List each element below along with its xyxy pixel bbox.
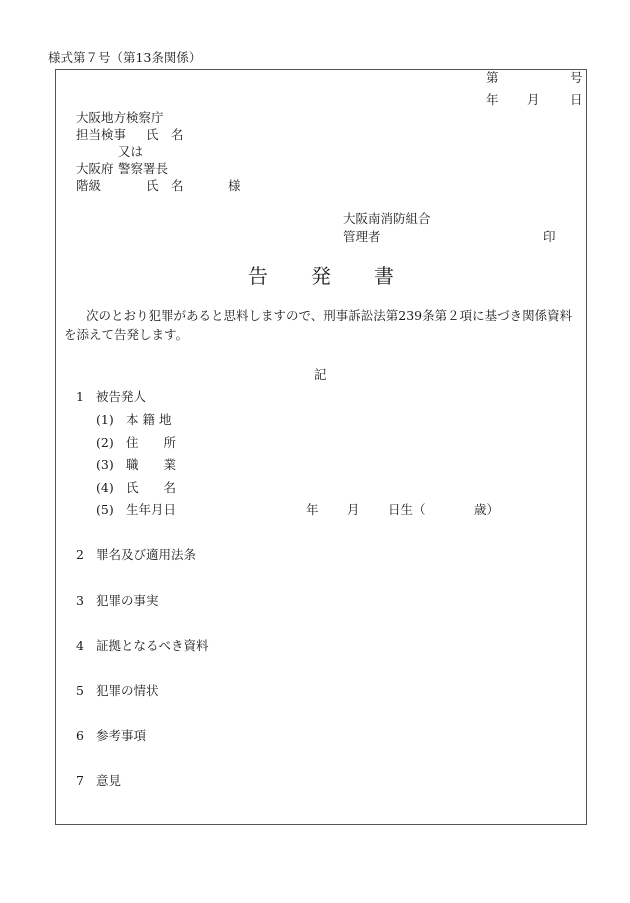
section-1-number: 1 [76,389,84,404]
birth-month-label: 月 [347,502,360,517]
section-2-number: 2 [76,547,84,562]
title-char-3: 書 [374,264,394,288]
date-month: 月 [527,92,540,107]
section-5-label: 犯罪の情状 [96,683,159,698]
title-char-2: 発 [311,264,331,288]
item-5-label: 生年月日 [126,502,177,517]
sender-organization: 大阪南消防組合 [343,211,431,226]
section-4-label: 証拠となるべき資料 [96,638,209,653]
section-2-label: 罪名及び適用法条 [96,547,197,562]
form-label: 様式第７号（第13条関係） [48,50,202,65]
item-5-number: (5) [96,502,114,517]
item-1-number: (1) [96,412,114,427]
item-3-number: (3) [96,457,114,472]
addressee-name: 氏 名 [146,178,184,193]
number-prefix: 第 [486,70,499,85]
section-5-number: 5 [76,683,84,698]
addressee-honorific: 様 [228,178,241,193]
addressee-or: 又は [118,144,144,159]
section-7-number: 7 [76,773,84,788]
section-4-number: 4 [76,638,84,653]
item-4-number: (4) [96,480,114,495]
number-suffix: 号 [570,70,583,85]
sender-seal: 印 [543,229,556,244]
item-2-label: 住 所 [126,435,177,450]
section-3-number: 3 [76,593,84,608]
addressee-office: 大阪地方検察庁 [76,110,164,125]
item-4-label: 氏 名 [126,480,177,495]
addressee-police-chief: 警察署長 [118,161,169,176]
ki-heading: 記 [314,367,327,382]
date-day: 日 [570,92,583,107]
section-1-label: 被告発人 [96,389,147,404]
age-label: 歳） [474,502,500,517]
section-6-label: 参考事項 [96,728,147,743]
addressee-prosecutor-title: 担当検事 [76,127,127,142]
intro-paragraph: 次のとおり犯罪があると思料しますので、刑事訴訟法第239条第２項に基づき関係資料を添えて告発します。 [64,308,573,342]
addressee-prosecutor-name: 氏 名 [146,127,184,142]
item-1-label: 本 籍 地 [126,412,172,427]
item-2-number: (2) [96,435,114,450]
item-3-label: 職 業 [126,457,177,472]
section-7-label: 意見 [96,773,122,788]
section-6-number: 6 [76,728,84,743]
addressee-prefecture: 大阪府 [76,161,114,176]
section-3-label: 犯罪の事実 [96,593,159,608]
title-char-1: 告 [248,264,268,288]
birth-day-label: 日生（ [388,502,426,517]
date-year: 年 [486,92,499,107]
birth-year-label: 年 [306,502,319,517]
addressee-rank: 階級 [76,178,102,193]
sender-manager: 管理者 [343,229,381,244]
